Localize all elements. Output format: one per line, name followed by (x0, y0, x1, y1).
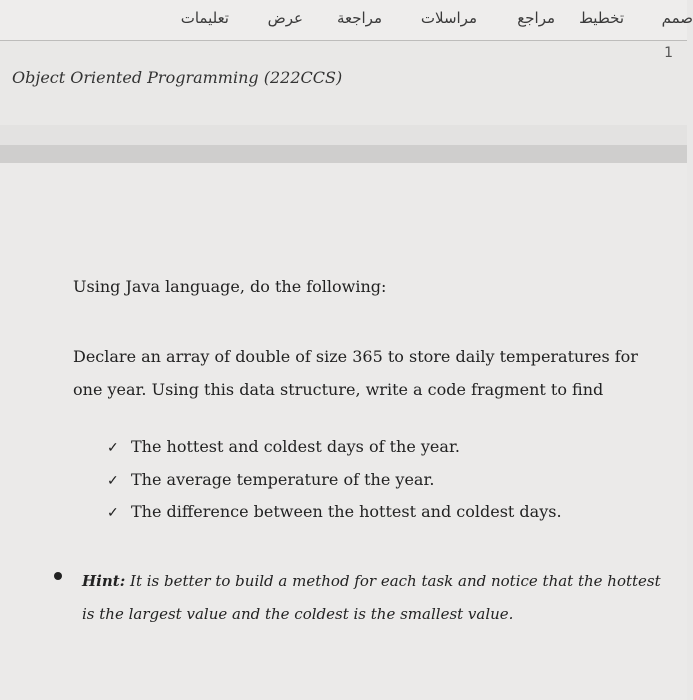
tab-layout[interactable]: تخطيط (579, 9, 624, 27)
list-item (107, 467, 562, 500)
question-text: Declare an array of double of size 365 to store daily temperatures for one year. Using this data structure, write a code fragment to find (73, 347, 638, 399)
bullet-icon (54, 572, 62, 580)
hint-text: It is better to build a method for each task and notice that the hottest is the largest value and the coldest is the smallest value. (82, 572, 661, 623)
task-text: The average temperature of the year. (131, 469, 435, 489)
hint-paragraph (82, 565, 662, 631)
tab-view[interactable]: عرض (267, 9, 303, 27)
list-item (107, 434, 562, 467)
intro-text: Using Java language, do the following: (73, 277, 387, 296)
checkmark-icon: ✓ (107, 440, 119, 456)
page-number: 1 (664, 45, 673, 61)
page-separator (0, 145, 687, 163)
task-list (107, 434, 562, 532)
list-item (107, 499, 562, 532)
tab-references[interactable]: مراجع (517, 9, 555, 27)
ribbon (0, 0, 693, 41)
tab-review[interactable]: مراجعة (336, 9, 382, 27)
tab-design[interactable]: صمم (661, 9, 693, 27)
checkmark-icon: ✓ (107, 505, 119, 521)
tab-mailings[interactable]: مراسلات (420, 9, 477, 27)
hint-label: Hint: (82, 572, 126, 590)
page-bottom-margin (0, 125, 687, 145)
checkmark-icon: ✓ (107, 472, 119, 489)
document-header-title: Object Oriented Programming (222CCS) (12, 68, 343, 87)
task-text: The hottest and coldest days of the year. (131, 437, 460, 456)
task-text: The difference between the hottest and coldest days. (131, 502, 562, 521)
tab-instructions[interactable]: تعليمات (180, 9, 229, 27)
